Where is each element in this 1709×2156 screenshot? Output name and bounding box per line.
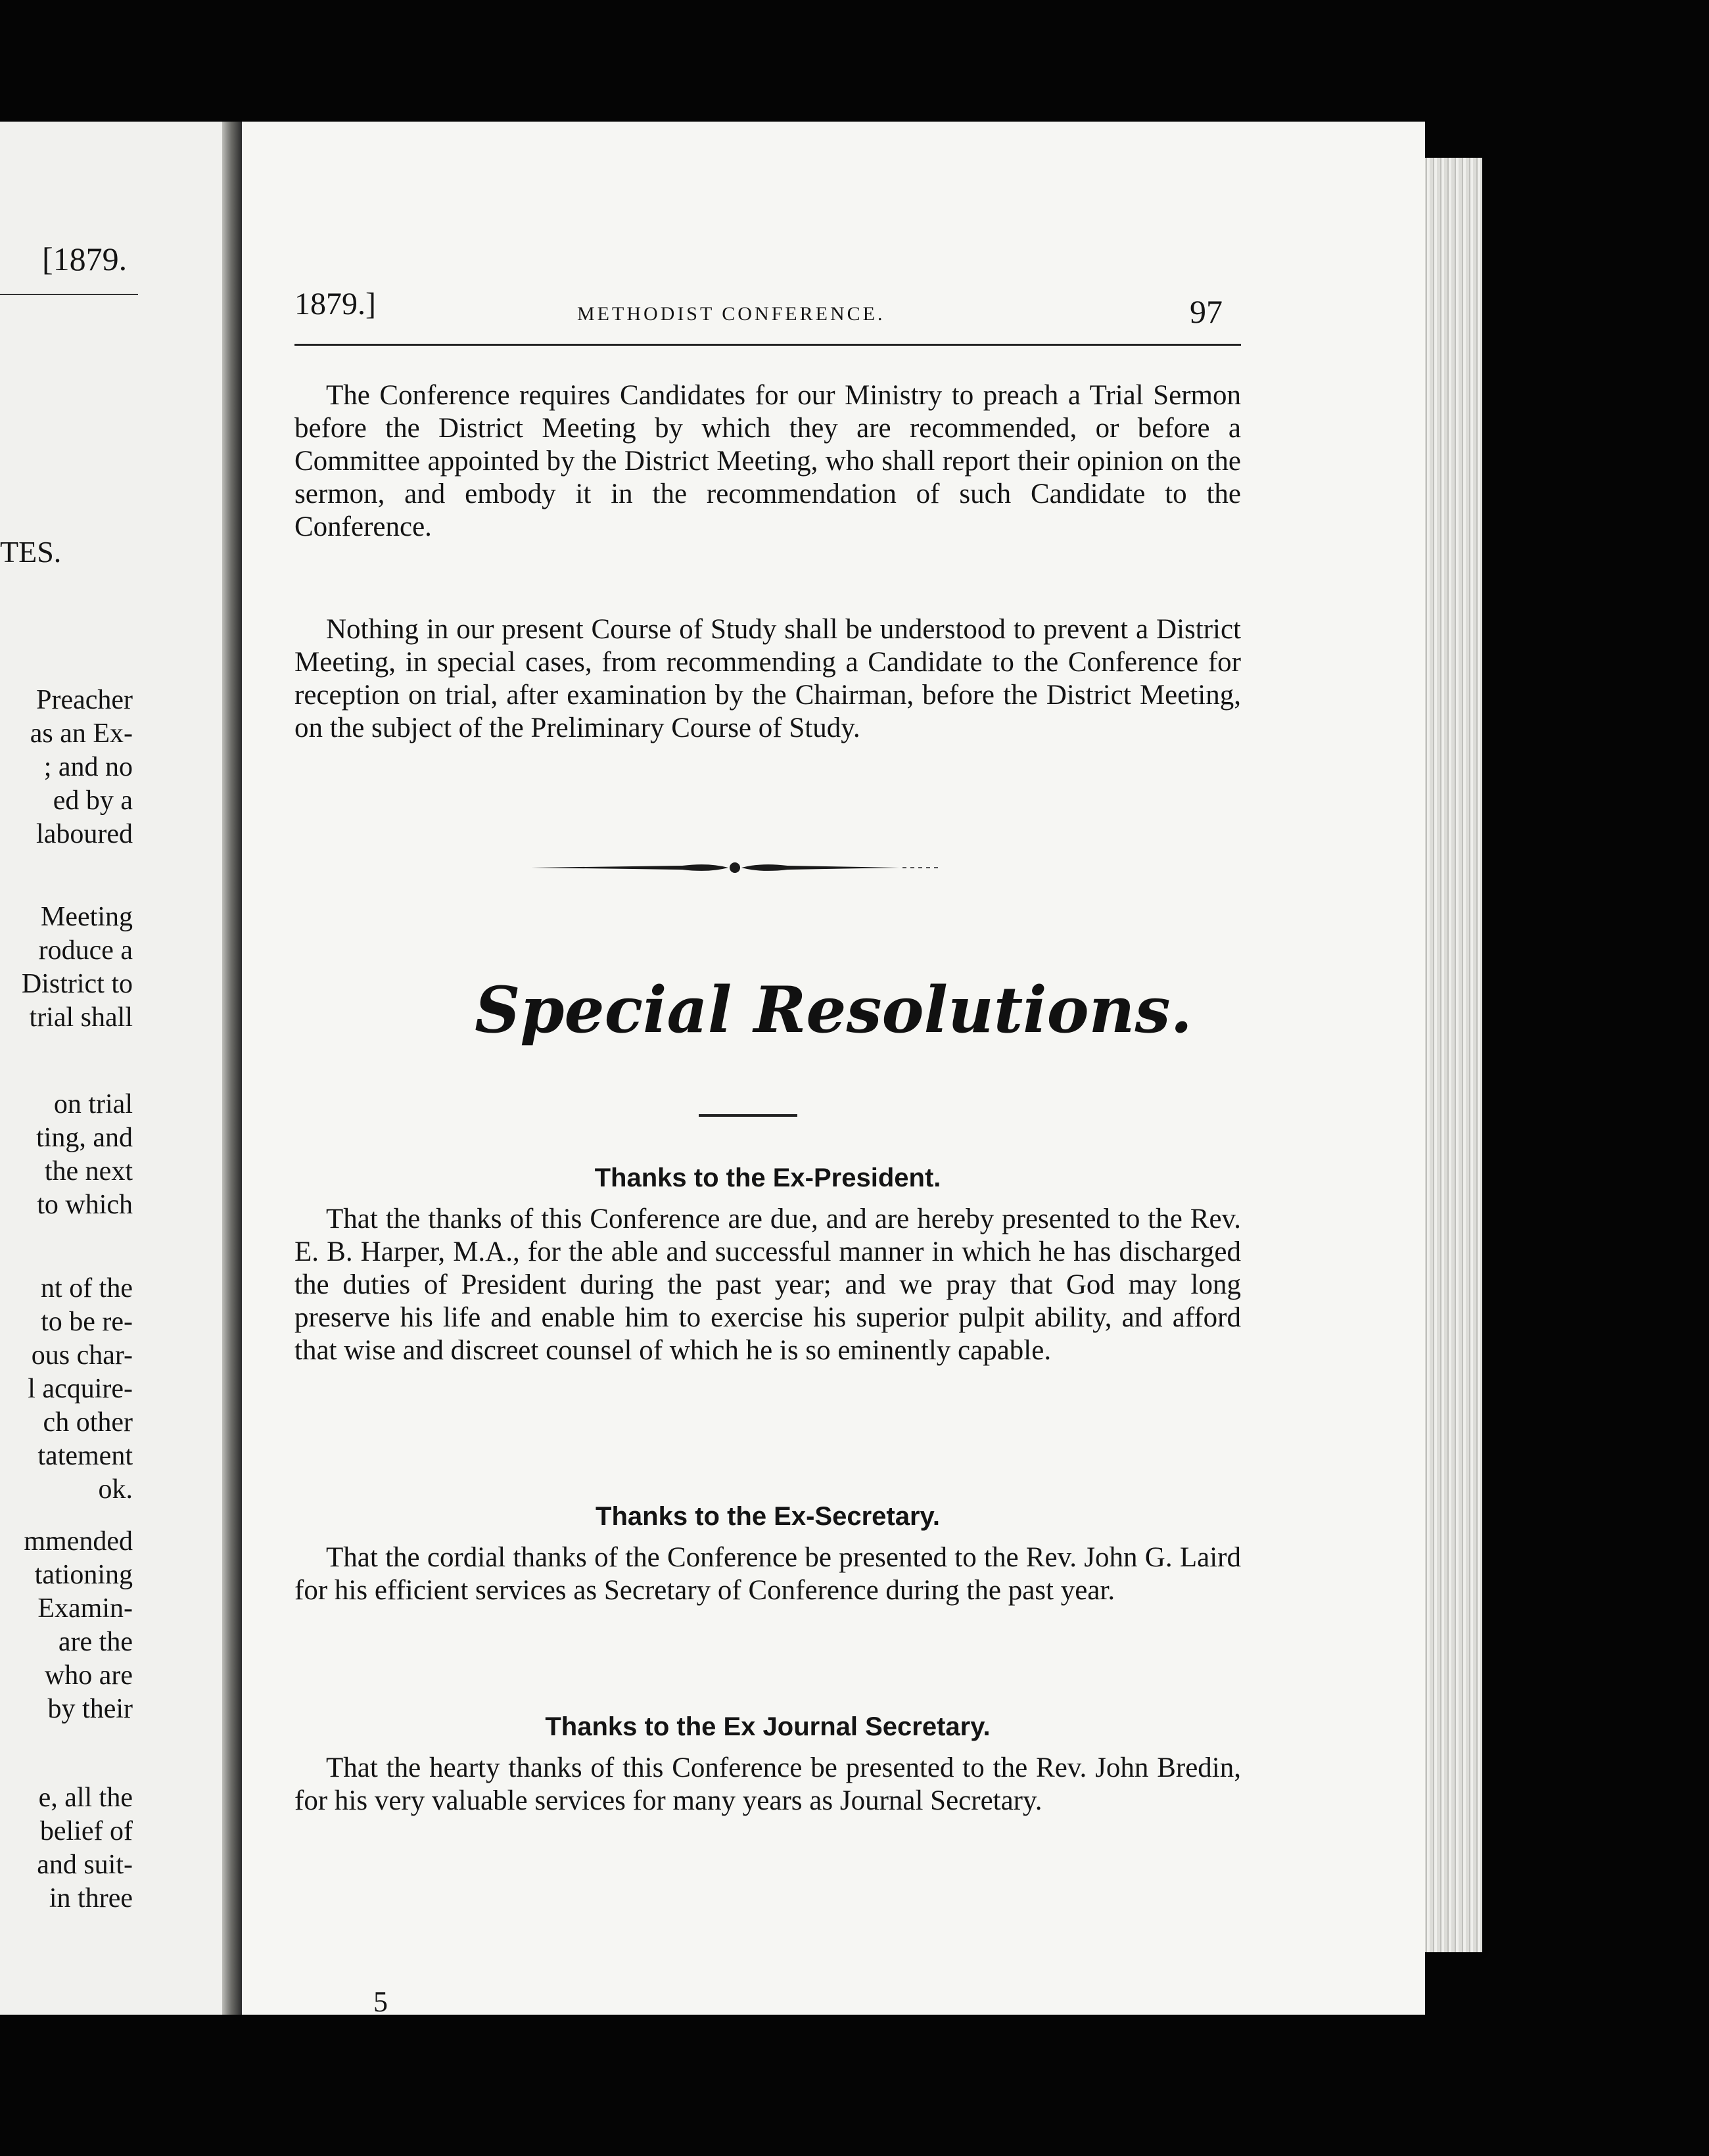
section-title: Special Resolutions. [475, 973, 1192, 1047]
paragraph-course-of-study: Nothing in our present Course of Study shall be understood to prevent a District Meeting, in special cases, from recommending a Candidate to the Conference for reception on trial, after examination by the Chairman, before the District Meeting, on the subject of the Preliminary Course of Study. [294, 614, 1241, 743]
book-gutter [222, 122, 242, 2015]
left-line: l acquire- [28, 1374, 133, 1404]
left-text-block-5 [24, 1525, 133, 1726]
left-line: nt of the [41, 1273, 133, 1303]
left-line: to which [37, 1190, 133, 1220]
left-line: in three [49, 1883, 133, 1913]
left-line: ting, and [36, 1123, 133, 1153]
right-page [242, 122, 1425, 2018]
title-rule [699, 1114, 797, 1117]
left-line: laboured [36, 819, 133, 849]
left-line: Meeting [41, 902, 133, 932]
left-line: mmended [24, 1526, 133, 1557]
left-line: on trial [53, 1089, 133, 1119]
resolution-heading: Thanks to the Ex Journal Secretary. [545, 1712, 991, 1741]
resolution-text: That the thanks of this Conference are due, and are hereby presented to the Rev. E. B. Harper, M.A., for the able and successful manner in which he has discharged the duties of President during the past year; and we pray that God may long preserve his life and enable him to exercise his superior pulpit ability, and afford that wise and discreet counsel of which he is so eminently capable. [294, 1204, 1241, 1366]
left-text-block-4 [28, 1272, 133, 1507]
left-facing-page [0, 122, 222, 2015]
left-line: the next [44, 1156, 133, 1186]
left-line: ok. [98, 1474, 133, 1505]
left-line: tatement [37, 1441, 133, 1471]
left-line: who are [44, 1660, 133, 1691]
left-line: ous char- [31, 1340, 133, 1371]
left-line: to be re- [41, 1307, 133, 1337]
left-line: ed by a [53, 785, 133, 816]
left-line: by their [47, 1694, 133, 1724]
left-header-rule [0, 294, 138, 295]
left-line: ; and no [43, 752, 133, 782]
left-line: trial shall [29, 1002, 133, 1033]
running-header-year: 1879.] [294, 287, 376, 321]
page-number: 97 [1190, 293, 1223, 330]
resolution-text: That the hearty thanks of this Conference be presented to the Rev. John Bredin, for his very valuable services for many years as Journal Secretary. [294, 1752, 1241, 1816]
left-text-block-3 [36, 1088, 133, 1222]
left-page-header-year: [1879. [42, 241, 128, 277]
left-line: ch other [43, 1407, 133, 1438]
resolution-heading: Thanks to the Ex-Secretary. [596, 1502, 940, 1531]
ornamental-rule [531, 855, 939, 881]
resolution-heading: Thanks to the Ex-President. [594, 1163, 941, 1192]
running-header-title: METHODIST CONFERENCE. [577, 303, 885, 325]
left-line: Examin- [37, 1593, 133, 1624]
left-line: District to [21, 969, 133, 999]
left-text-block-2 [22, 901, 133, 1035]
left-line: as an Ex- [30, 718, 133, 749]
left-line: Preacher [36, 685, 133, 715]
left-text-block-6 [37, 1781, 133, 1915]
resolution-text: That the cordial thanks of the Conference be presented to the Rev. John G. Laird for his efficient services as Secretary of Conference during the past year. [294, 1542, 1241, 1606]
left-heading-fragment: TES. [0, 535, 62, 569]
left-line: belief of [39, 1816, 133, 1846]
header-rule [294, 344, 1241, 346]
left-text-block-1 [30, 684, 133, 851]
left-line: and suit- [37, 1850, 133, 1880]
left-line: roduce a [38, 935, 133, 966]
left-line: e, all the [38, 1783, 133, 1813]
left-line: tationing [34, 1560, 133, 1590]
left-line: are the [58, 1627, 133, 1657]
paragraph-trial-sermon: The Conference requires Candidates for our Ministry to preach a Trial Sermon before the District Meeting by which they are recommended, or before a Committee appointed by the District Meeting, who shall report their opinion on the sermon, and embody it in the recommendation of such Candidate to the Conference. [294, 380, 1241, 542]
signature-mark: 5 [373, 1986, 388, 2018]
